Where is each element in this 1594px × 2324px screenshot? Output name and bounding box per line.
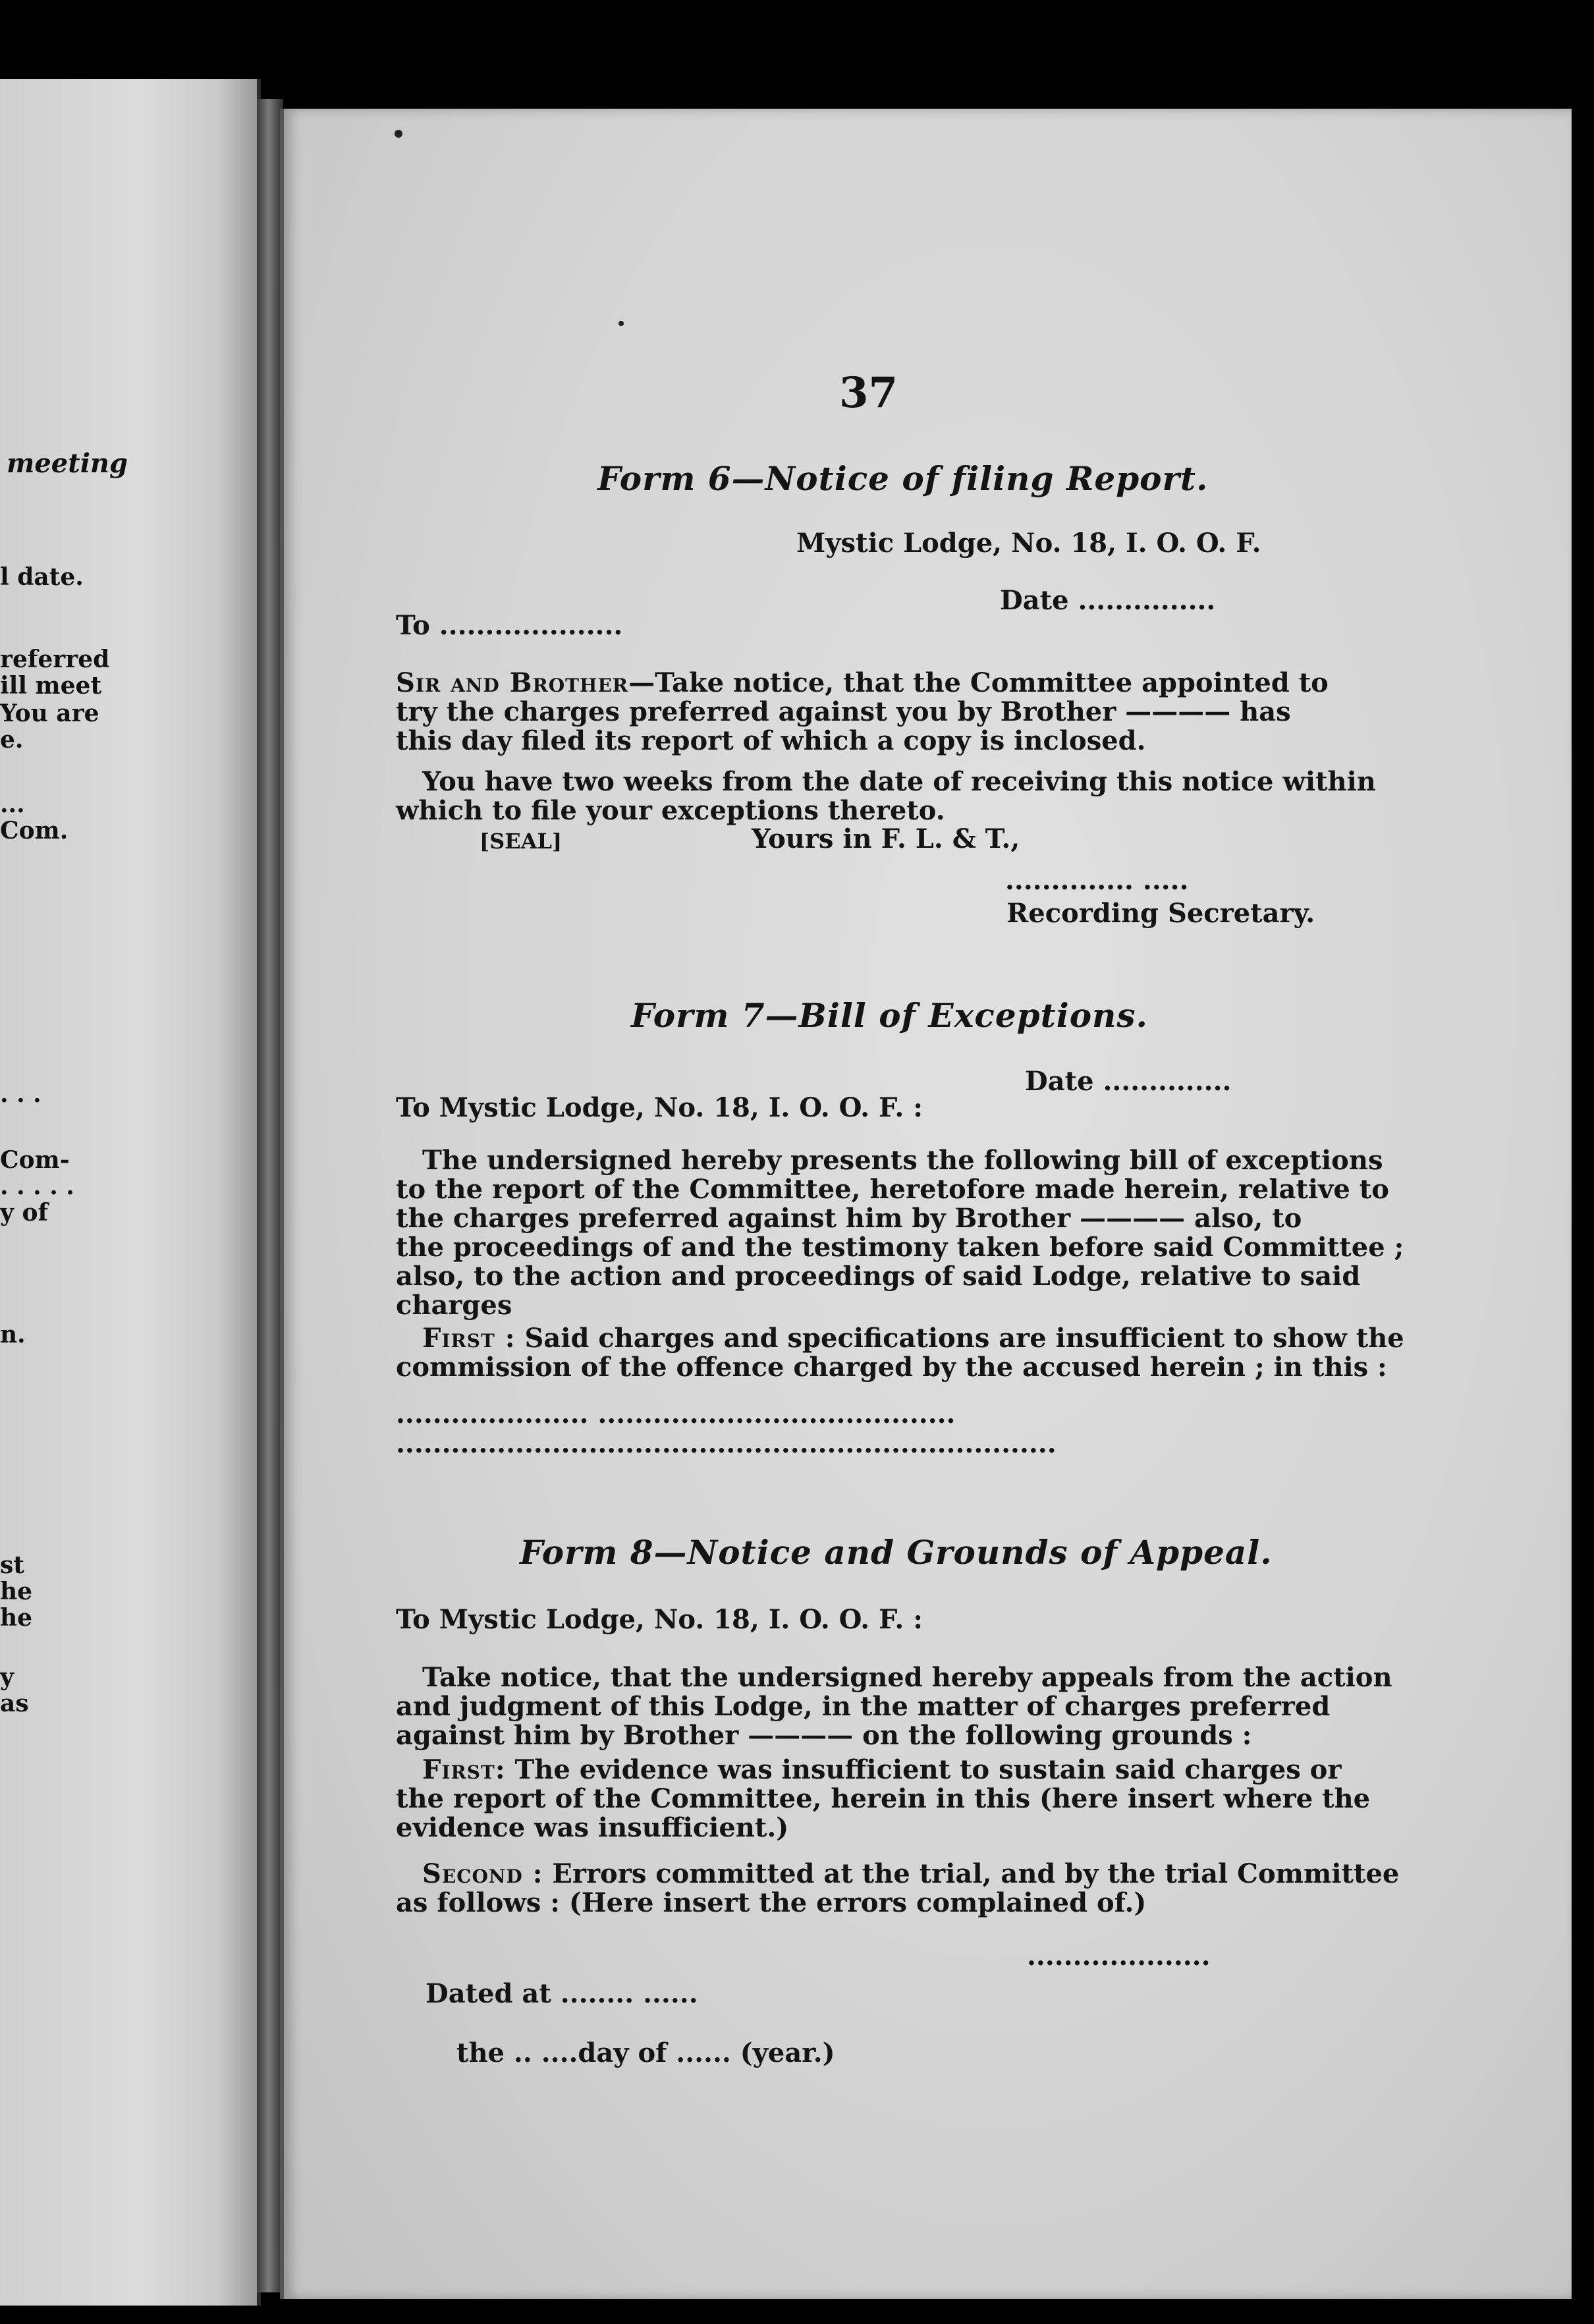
- form8-second-line: as follows : (Here insert the errors complained of.): [396, 1887, 1147, 1918]
- form6-salutation: Sir and Brother: [396, 667, 629, 698]
- form6-seal: [SEAL]: [480, 829, 563, 854]
- form8-title: Form 8—Notice and Grounds of Appeal.: [520, 1533, 1273, 1572]
- form7-first-paragraph: [396, 1324, 1404, 1382]
- left-fragment: You are: [0, 700, 99, 727]
- form7-para-line: charges: [396, 1290, 512, 1321]
- form6-to-label: To ....................: [396, 610, 623, 641]
- form7-para-line: The undersigned hereby presents the following bill of exceptions: [422, 1145, 1383, 1176]
- form8-day-line: the .. ....day of ...... (year.): [456, 2037, 835, 2068]
- form6-para1-line: —Take notice, that the Committee appointed to: [628, 667, 1329, 698]
- form8-to-line: To Mystic Lodge, No. 18, I. O. O. F. :: [396, 1604, 923, 1635]
- left-fragment: l date.: [0, 563, 84, 591]
- form6-paragraph-1: [396, 669, 1594, 756]
- left-facing-page: [0, 79, 261, 2306]
- left-fragment: st: [0, 1551, 24, 1579]
- page-number: 37: [839, 368, 898, 418]
- form7-to-line: To Mystic Lodge, No. 18, I. O. O. F. :: [396, 1092, 923, 1123]
- left-fragment: y of: [0, 1199, 48, 1227]
- left-fragment: he: [0, 1604, 33, 1632]
- form6-closing: Yours in F. L. & T.,: [752, 823, 1020, 854]
- form6-para1-line: try the charges preferred against you by Brother ———— has: [396, 696, 1291, 727]
- form7-paragraph: [396, 1146, 1404, 1320]
- left-fragment: . . .: [0, 1080, 41, 1108]
- form7-para-line: also, to the action and proceedings of said Lodge, relative to said: [396, 1261, 1361, 1292]
- left-fragment: as: [0, 1690, 29, 1717]
- left-fragment: he: [0, 1578, 33, 1605]
- form6-para1-line: this day filed its report of which a copy is inclosed.: [396, 725, 1146, 756]
- form7-date-label: Date ..............: [1025, 1066, 1232, 1097]
- form6-title: Form 6—Notice of filing Report.: [597, 459, 1209, 498]
- print-speck: [618, 321, 624, 326]
- left-fragment: n.: [0, 1321, 26, 1348]
- form7-para-line: the proceedings of and the testimony taken before said Committee ;: [396, 1232, 1404, 1263]
- form8-para-line: and judgment of this Lodge, in the matter of charges preferred: [396, 1691, 1331, 1722]
- form8-second-label: Second :: [422, 1858, 543, 1889]
- form8-first-line: the report of the Committee, herein in this (here insert where the: [396, 1783, 1371, 1814]
- left-fragment: e.: [0, 726, 24, 754]
- form8-second-line: Errors committed at the trial, and by the trial Committee: [552, 1858, 1400, 1889]
- form8-para-line: against him by Brother ———— on the following grounds :: [396, 1720, 1252, 1751]
- form8-paragraph: [396, 1663, 1392, 1750]
- left-fragment: ...: [0, 790, 25, 818]
- form8-signature-dots: ....................: [1027, 1941, 1211, 1972]
- form8-first-line: The evidence was insufficient to sustain said charges or: [514, 1754, 1342, 1785]
- form7-para-line: the charges preferred against him by Brother ———— also, to: [396, 1203, 1302, 1234]
- form6-para2-line: You have two weeks from the date of receiving this notice within: [422, 766, 1376, 797]
- form8-first-label: First:: [422, 1754, 506, 1785]
- form6-signature-title: Recording Secretary.: [1006, 898, 1315, 929]
- form6-lodge: Mystic Lodge, No. 18, I. O. O. F.: [796, 528, 1261, 559]
- form7-first-label: First :: [422, 1323, 516, 1354]
- form8-para-line: Take notice, that the undersigned hereby appeals from the action: [422, 1662, 1392, 1693]
- book-gutter: [257, 99, 283, 2292]
- form8-second-paragraph: [396, 1860, 1399, 1918]
- left-fragment: Com-: [0, 1146, 70, 1174]
- form8-first-paragraph: [396, 1756, 1370, 1842]
- form6-paragraph-2: [396, 767, 1376, 825]
- form8-dated-at: Dated at ........ ......: [426, 1978, 698, 2009]
- left-fragment: . . . . .: [0, 1173, 74, 1200]
- left-fragment: y: [0, 1663, 14, 1691]
- form7-dotted-line: ..................... .......................................: [396, 1398, 956, 1429]
- left-fragment: ill meet: [0, 672, 102, 700]
- left-fragment: meeting: [7, 448, 128, 479]
- form7-title: Form 7—Bill of Exceptions.: [631, 996, 1148, 1035]
- form7-dotted-line: ........................................................................: [396, 1428, 1057, 1459]
- print-speck: [395, 130, 402, 138]
- left-fragment: Com.: [0, 817, 69, 844]
- form8-first-line: evidence was insufficient.): [396, 1812, 789, 1843]
- form6-signature-line: .............. .....: [1005, 865, 1189, 896]
- form7-first-line: Said charges and specifications are insufficient to show the: [524, 1323, 1404, 1354]
- form7-para-line: to the report of the Committee, heretofore made herein, relative to: [396, 1174, 1389, 1205]
- form7-first-line: commission of the offence charged by the accused herein ; in this :: [396, 1352, 1387, 1383]
- left-fragment: referred: [0, 646, 110, 673]
- form6-para2-line: which to file your exceptions thereto.: [396, 795, 945, 826]
- right-page: [280, 109, 1572, 2299]
- form6-date-label: Date ...............: [1000, 585, 1216, 616]
